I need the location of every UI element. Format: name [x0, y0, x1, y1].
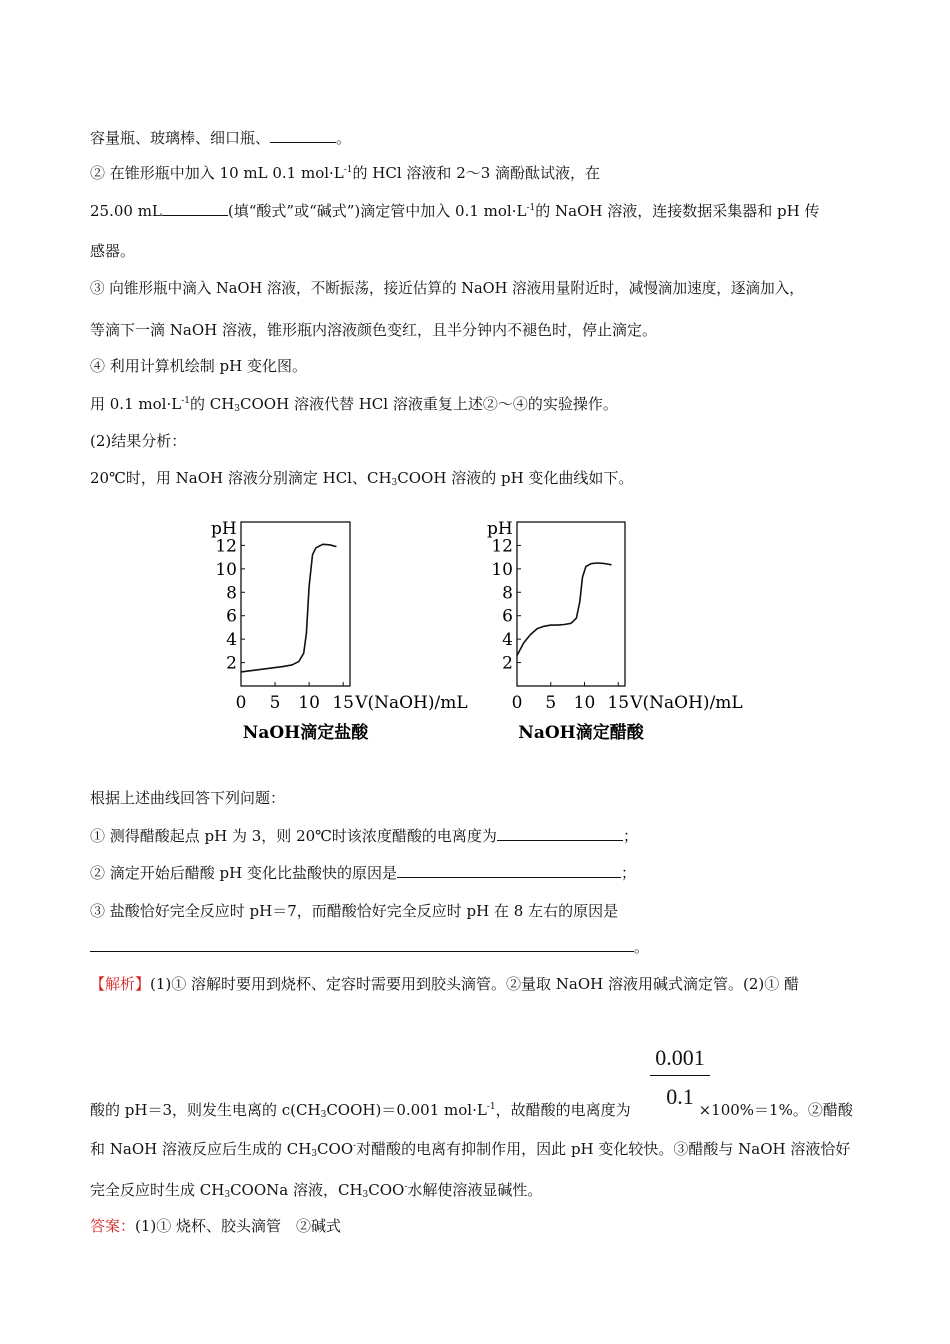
fraction-denominator: 0.1 — [666, 1084, 694, 1109]
titration-curve — [241, 544, 336, 672]
answer-blank[interactable] — [90, 937, 634, 952]
answer-blank[interactable] — [162, 201, 228, 216]
fraction-numerator: 0.001 — [650, 1045, 710, 1076]
answer-blank[interactable] — [497, 826, 623, 841]
y-axis-label: pH — [487, 519, 513, 539]
text-line-10: 20℃时，用 NaOH 溶液分别滴定 HCl、$CH_3COOH$ 溶液的 pH 变化曲线如下。 — [90, 469, 634, 488]
y-tick-label: 10 — [215, 559, 237, 580]
y-tick-label: 2 — [502, 653, 513, 674]
chart-frame — [517, 522, 625, 686]
text-line-8: 用 0.1 $mol\cdot L^{-1}$的 $CH_3COOH$ 溶液代替 HCl 溶液重复上述②～④的实验操作。 — [90, 395, 618, 414]
y-tick-label: 2 — [226, 653, 237, 674]
y-tick-label: 8 — [226, 583, 237, 604]
x-tick-label: 0 — [235, 693, 247, 713]
text-line-3: 25.00 mL (填“酸式”或“碱式”)滴定管中加入 0.1 $mol\cdot L^{-1}$的 NaOH 溶液，连接数据采集器和 pH 传 — [90, 202, 820, 220]
y-tick-label: 10 — [491, 559, 513, 580]
chart-title: NaOH滴定盐酸 — [242, 723, 369, 743]
question-3-blank-line: 。 — [90, 937, 649, 957]
analysis-line-4: 完全反应时生成 $CH_3COONa$ 溶液，$CH_3COO^-$水解使溶液显碱性。 — [90, 1181, 543, 1200]
question-3: ③ 盐酸恰好完全反应时 pH＝7，而醋酸恰好完全反应时 pH 在 8 左右的原因是 — [90, 902, 619, 920]
y-tick-label: 8 — [502, 583, 513, 604]
x-tick-label: 15 — [607, 693, 630, 713]
titration-curves-figure — [0, 500, 950, 770]
x-axis-label: V(NaOH)/mL — [630, 693, 743, 713]
text-line-5: ③ 向锥形瓶中滴入 NaOH 溶液，不断振荡，接近估算的 NaOH 溶液用量附近时，减慢滴加速度，逐滴加入， — [90, 280, 804, 297]
titration-curve — [517, 563, 612, 656]
x-axis-label: V(NaOH)/mL — [355, 693, 468, 713]
question-1: ① 测得醋酸起点 pH 为 3，则 20℃时该浓度醋酸的电离度为 ； — [90, 827, 638, 845]
y-tick-label: 4 — [502, 630, 513, 651]
text-line-2: ② 在锥形瓶中加入 10 mL 0.1 $mol\cdot L^{-1}$的 HCl 溶液和 2～3 滴酚酞试液，在 — [90, 164, 601, 182]
y-tick-label: 4 — [226, 630, 237, 651]
answer-blank[interactable] — [397, 863, 621, 878]
x-tick-label: 5 — [269, 693, 281, 713]
y-tick-label: 6 — [226, 606, 237, 627]
text-line-4: 感器。 — [90, 242, 136, 260]
x-tick-label: 10 — [298, 693, 320, 713]
x-tick-label: 0 — [511, 693, 523, 713]
analysis-line-1: 【解析】(1)① 溶解时要用到烧杯、定容时需要用到胶头滴管。②量取 NaOH 溶液用碱式滴定管。(2)① 醋 — [90, 975, 800, 993]
question-intro: 根据上述曲线回答下列问题： — [90, 789, 286, 807]
x-tick-label: 5 — [545, 693, 557, 713]
answer-blank[interactable] — [270, 128, 336, 143]
question-2: ② 滴定开始后醋酸 pH 变化比盐酸快的原因是 ； — [90, 864, 637, 882]
final-answer: 答案：(1)① 烧杯、胶头滴管 ②碱式 — [90, 1217, 342, 1235]
y-axis-label: pH — [211, 519, 237, 539]
text-line-1: 容量瓶、玻璃棒、细口瓶、 。 — [90, 129, 352, 147]
analysis-line-3: 和 NaOH 溶液反应后生成的 $CH_3COO^-$对醋酸的电离有抑制作用，因此 pH 变化较快。③醋酸与 NaOH 溶液恰好 — [90, 1140, 851, 1159]
y-tick-label: 12 — [215, 536, 237, 557]
text-line-7: ④ 利用计算机绘制 pH 变化图。 — [90, 357, 307, 375]
text-line-6: 等滴下一滴 NaOH 溶液，锥形瓶内溶液颜色变红，且半分钟内不褪色时，停止滴定。 — [90, 321, 657, 339]
analysis-line-2: 酸的 pH＝3，则发生电离的 $c(CH_3COOH)=0.001$ $mol\cdot L^{-1}$，故醋酸的电离度为 ×100%＝1%。②醋酸 — [90, 1101, 853, 1120]
y-tick-label: 6 — [502, 606, 513, 627]
analysis-label: 【解析】 — [90, 975, 151, 993]
y-tick-label: 12 — [491, 536, 513, 557]
chart-title: NaOH滴定醋酸 — [518, 723, 644, 743]
text-line-9: (2)结果分析： — [90, 432, 187, 450]
x-tick-label: 15 — [332, 693, 355, 713]
x-tick-label: 10 — [573, 693, 596, 713]
answer-label: 答案： — [90, 1217, 136, 1235]
